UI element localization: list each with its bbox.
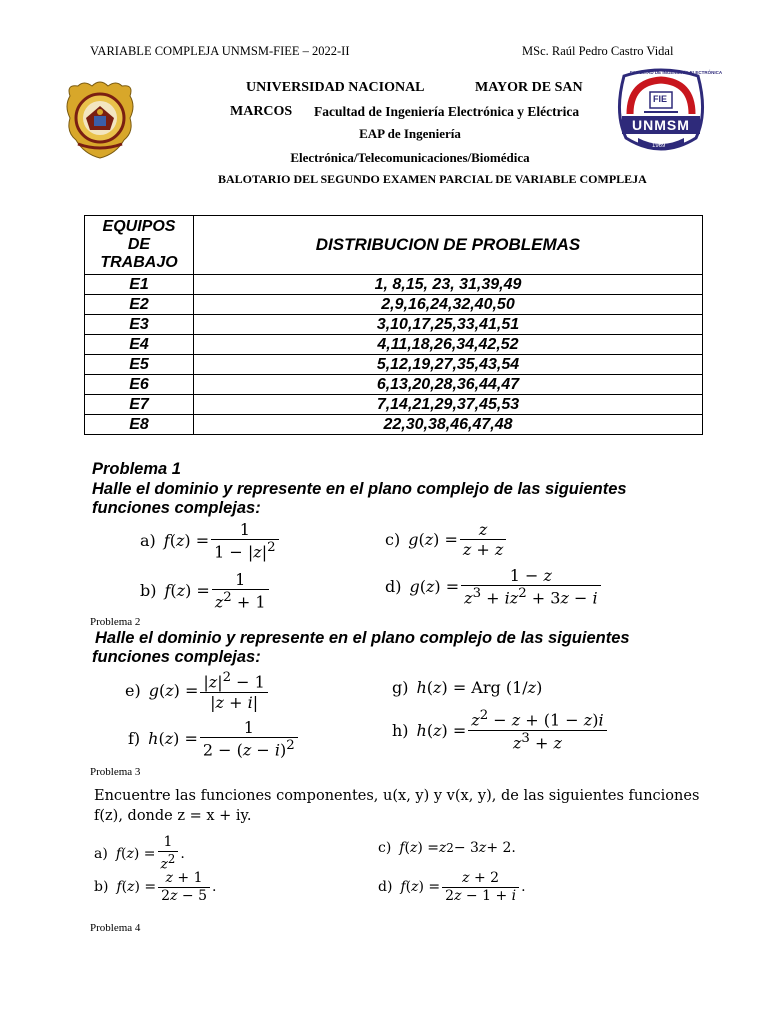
problem2-item-h: h) h ( z ) = $\frac{z^2 - z + (1 - z)i}{z^3 + z}$ bbox=[392, 708, 609, 752]
problem3-title: Problema 3 bbox=[90, 766, 141, 778]
header-right: MSc. Raúl Pedro Castro Vidal bbox=[522, 44, 674, 58]
team-cell: E3 bbox=[85, 315, 194, 335]
table-header-row bbox=[85, 216, 703, 275]
problem3-item-d: d) f ( z ) = $\frac{z + 2}{2z - 1 + i}$ . bbox=[378, 870, 526, 904]
problem3-item-c: c) f ( z ) = z 2 − 3 z + 2. bbox=[378, 840, 516, 856]
problem1-item-a: a) f ( z ) = $\frac{1}{1 - |z|^2}$ bbox=[140, 520, 281, 562]
problems-cell: 4,11,18,26,34,42,52 bbox=[194, 335, 703, 355]
logo-badge-text: FIE bbox=[653, 94, 668, 104]
problem3-statement-line1: Encuentre las funciones componentes, u(x, y) y v(x, y), de las siguientes funciones bbox=[94, 788, 700, 804]
problems-cell: 22,30,38,46,47,48 bbox=[194, 415, 703, 435]
team-cell: E5 bbox=[85, 355, 194, 375]
problem1-statement: Halle el dominio y represente en el plano complejo de las siguientes funciones complejas: bbox=[92, 480, 627, 517]
problem2-title: Problema 2 bbox=[90, 616, 141, 628]
problem1-item-d: d) g ( z ) = $\frac{1 - z}{z^3 + iz^2 + 3z - i}$ bbox=[385, 566, 603, 608]
problems-cell: 7,14,21,29,37,45,53 bbox=[194, 395, 703, 415]
team-cell: E8 bbox=[85, 415, 194, 435]
university-line1b: MAYOR DE SAN bbox=[475, 80, 583, 95]
logo-arc-text: FACULTAD DE INGENIERÍA ELECTRÓNICA bbox=[630, 70, 723, 75]
problem3-item-b: b) f ( z ) = $\frac{z + 1}{2z - 5}$ . bbox=[94, 870, 217, 904]
problem4-title: Problema 4 bbox=[90, 922, 141, 934]
table-row bbox=[85, 415, 703, 435]
problems-cell: 6,13,20,28,36,44,47 bbox=[194, 375, 703, 395]
university-line1a: UNIVERSIDAD NACIONAL bbox=[246, 80, 425, 95]
faculty-fie-logo bbox=[616, 68, 723, 158]
problems-cell: 5,12,19,27,35,43,54 bbox=[194, 355, 703, 375]
header-teams bbox=[85, 216, 194, 275]
school-line: EAP de Ingeniería bbox=[359, 126, 461, 141]
programs-line: Electrónica/Telecomunicaciones/Biomédica bbox=[290, 150, 530, 165]
team-cell: E4 bbox=[85, 335, 194, 355]
team-cell: E1 bbox=[85, 275, 194, 295]
faculty-name: Facultad de Ingeniería Electrónica y Eléctrica bbox=[314, 104, 580, 119]
distribution-table bbox=[84, 215, 703, 435]
table-row bbox=[85, 295, 703, 315]
problem3-item-a: a) f ( z ) = $\frac{1}{z^2}$ . bbox=[94, 834, 185, 873]
header-teams-line1: EQUIPOS bbox=[102, 218, 176, 235]
university-crest-logo bbox=[64, 78, 136, 160]
table-row bbox=[85, 275, 703, 295]
problems-cell: 3,10,17,25,33,41,51 bbox=[194, 315, 703, 335]
table-row bbox=[85, 335, 703, 355]
header-teams-line2: DE bbox=[127, 236, 151, 253]
problem2-item-f: f) h ( z ) = $\frac{1}{2 - (z - i)^2}$ bbox=[128, 718, 300, 760]
problem1-title: Problema 1 bbox=[92, 460, 181, 478]
table-row bbox=[85, 395, 703, 415]
header-distribution: DISTRIBUCION DE PROBLEMAS bbox=[194, 216, 703, 275]
table-row bbox=[85, 355, 703, 375]
problem3-statement-line2: f(z), donde z = x + iy. bbox=[94, 808, 252, 824]
logo-name-text: UNMSM bbox=[632, 117, 690, 133]
team-cell: E7 bbox=[85, 395, 194, 415]
problem2-item-g: g) h ( z ) = Arg (1/ z ) bbox=[392, 678, 543, 697]
table-row bbox=[85, 315, 703, 335]
problem1-item-c: c) g ( z ) = $\frac{z}{z + \overline{z}}$ bbox=[385, 520, 508, 559]
problems-cell: 1, 8,15, 23, 31,39,49 bbox=[194, 275, 703, 295]
logo-year-text: 1969 bbox=[652, 143, 666, 149]
table-row bbox=[85, 375, 703, 395]
problem2-item-e: e) g ( z ) = $\frac{|z|^2 - 1}{|z + i|}$ bbox=[125, 670, 270, 712]
header-teams-line3: TRABAJO bbox=[100, 254, 178, 271]
team-cell: E6 bbox=[85, 375, 194, 395]
team-cell: E2 bbox=[85, 295, 194, 315]
header-left: VARIABLE COMPLEJA UNMSM-FIEE – 2022-II bbox=[90, 44, 350, 58]
university-line2a: MARCOS bbox=[230, 104, 293, 119]
exam-title: BALOTARIO DEL SEGUNDO EXAMEN PARCIAL DE VARIABLE COMPLEJA bbox=[218, 172, 647, 186]
problem1-item-b: b) f ( z ) = $\frac{1}{z^2 + 1}$ bbox=[140, 570, 271, 612]
problems-cell: 2,9,16,24,32,40,50 bbox=[194, 295, 703, 315]
problem2-statement: Halle el dominio y represente en el plano complejo de las siguientes funciones complejas: bbox=[92, 629, 630, 666]
